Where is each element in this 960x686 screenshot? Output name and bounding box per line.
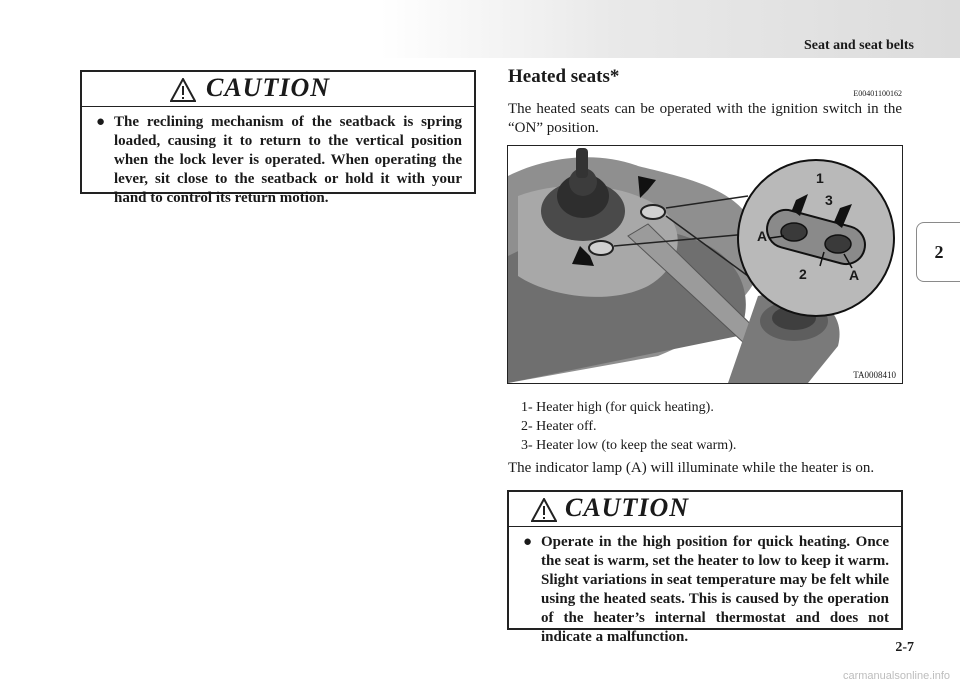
section-intro: The heated seats can be operated with the ignition switch in the “ON” position. [508, 101, 902, 136]
section-code: E00401100162 [853, 89, 902, 98]
caution-text: Operate in the high position for quick heating. Once the seat is warm, set the heater to low to keep it warm. Slight variations in seat temperature may be felt while using the heated seats. This is caused by the operation of the heater’s internal thermostat and does not indicate a malfunction. [541, 534, 889, 645]
warning-triangle-icon [170, 78, 196, 102]
caution-text: The reclining mechanism of the seatback is spring loaded, causing it to return to the vertical position when the lock lever is operated. When operating the lever, sit close to the seatback or hold it with your hand to control its return motion. [114, 114, 462, 206]
switch-position-legend [521, 398, 736, 455]
caution-body [82, 107, 474, 208]
figure-code: TA0008410 [853, 370, 896, 380]
running-header: Seat and seat belts [803, 38, 914, 53]
callout-1: 1 [816, 170, 824, 186]
heated-seat-switch-illustration [507, 145, 903, 384]
caution-header [509, 492, 901, 527]
caution-body [509, 527, 901, 647]
callout-a-right: A [849, 267, 860, 283]
bullet-icon: ● [523, 534, 533, 550]
console-drawing [508, 146, 902, 383]
warning-triangle-icon [531, 498, 557, 522]
section-title: Heated seats* [508, 66, 620, 87]
chapter-tab[interactable]: 2 [916, 222, 960, 282]
legend-item: 2- Heater off. [521, 419, 597, 434]
watermark: carmanualsonline.info [842, 670, 950, 682]
legend-item: 3- Heater low (to keep the seat warm). [521, 438, 737, 453]
caution-title: CAUTION [206, 73, 331, 102]
callout-a-left: A [757, 228, 768, 244]
caution-box-heated-seats [507, 490, 903, 645]
caution-header [82, 72, 474, 107]
callout-3: 3 [825, 192, 833, 208]
page-number: 2-7 [895, 640, 914, 655]
callout-2: 2 [799, 266, 807, 282]
caution-title: CAUTION [565, 493, 690, 522]
bullet-icon: ● [96, 114, 106, 130]
caution-box-reclining [80, 70, 476, 206]
indicator-lamp-note: The indicator lamp (A) will illuminate while the heater is on. [508, 460, 875, 476]
legend-item: 1- Heater high (for quick heating). [521, 400, 714, 415]
